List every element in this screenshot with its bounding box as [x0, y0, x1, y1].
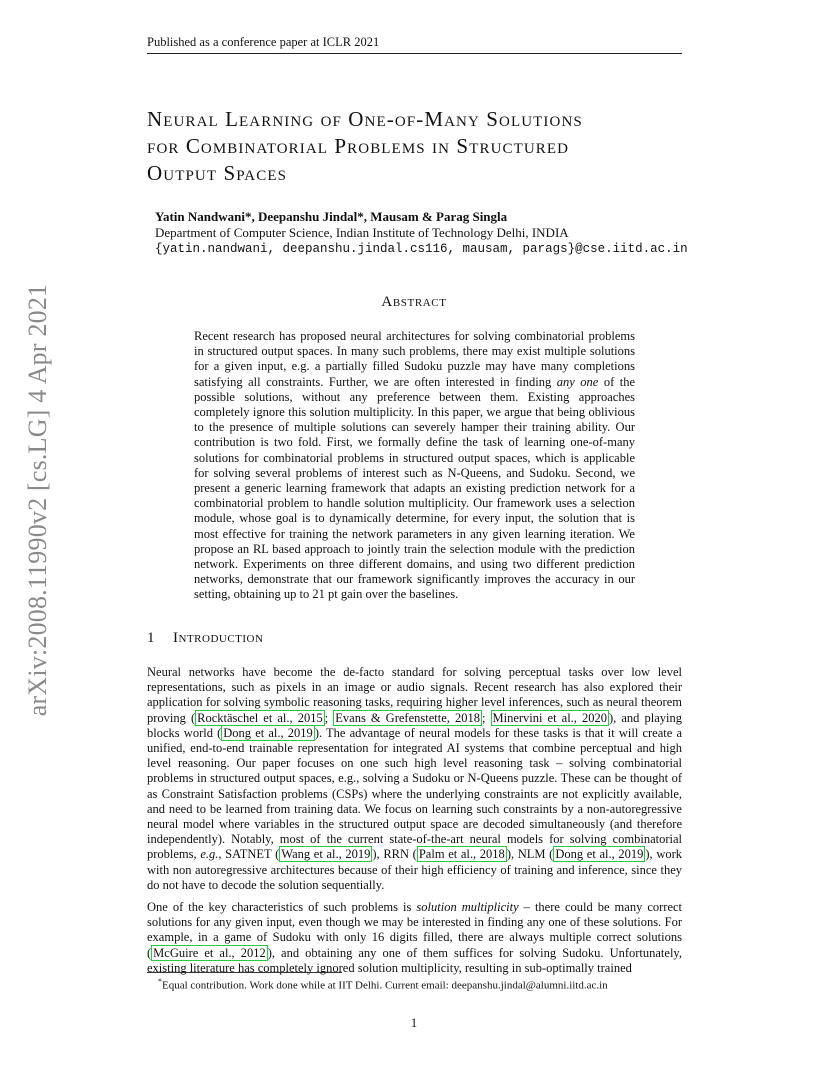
- emphasis: any one: [556, 374, 599, 389]
- citation-link[interactable]: Palm et al., 2018: [418, 847, 505, 862]
- abstract-heading: Abstract: [381, 294, 447, 310]
- abstract: [194, 329, 635, 603]
- arxiv-stamp-text: arXiv:2008.11990v2 [cs.LG] 4 Apr 2021: [23, 283, 52, 717]
- intro-paragraph-1: Neural networks have become the de-facto standard for solving perceptual tasks over low level representations, such as pixels in an image or audio signals. Recent research has also explored their application for solving symbolic reasoning tasks, requiring higher level inferences, such as neural theorem proving ( Rocktäschel et al., 2015 ; Evans & Grefenstette, 2018 ; Minervini et al., 2020 ), and playing blocks world ( Dong et al., 2019 ). The advantage of neural models for these tasks is that it will create a unified, end-to-end trainable representation for integrated AI systems that combine perceptual and high level reasoning. Our paper focuses on one such high level reasoning task – solving combinatorial problems in structured output spaces, e.g., solving a Sudoku or N-Queens puzzle. These can be thought of as Constraint Satisfaction problems (CSPs) where the underlying constraints are not explicitly available, and need to be learned from training data. We focus on learning such constraints by a non-autoregressive neural model where variables in the structured output space are decoded simultaneously (and therefore independently). Notably, most of the current state-of-the-art neural models for solving combinatorial problems, e.g., SATNET ( Wang et al., 2019 ), RRN ( Palm et al., 2018 ), NLM ( Dong et al., 2019 ), work with non autoregressive architectures because of their high efficiency of training and inference, since they do not have to decode the solution sequentially.: [147, 665, 683, 892]
- introduction-body: [147, 665, 682, 983]
- section-title: Introduction: [173, 630, 264, 646]
- author-list: Yatin Nandwani*, Deepanshu Jindal*, Mausam & Parag Singla: [155, 209, 508, 224]
- emphasis: e.g.: [200, 847, 219, 862]
- abstract-paragraph: Recent research has proposed neural architectures for solving combinatorial problems in structured output spaces. In many such problems, there may exist multiple solutions for a given input, e.g. a partially filled Sudoku puzzle may have many completions satisfying all constraints. Further, we are often interested in finding any one of the possible solutions, without any preference between them. Existing approaches completely ignore this solution multiplicity. In this paper, we argue that being oblivious to the presence of multiple solutions can severely hamper their training ability. Our contribution is two fold. First, we formally define the task of learning one-of-many solutions for combinatorial problems in structured output spaces, which is applicable for solving several problems of interest such as N-Queens, and Sudoku. Second, we present a generic learning framework that adapts an existing prediction network for a combinatorial problem to handle solution multiplicity. Our framework uses a selection module, whose goal is to dynamically determine, for every input, the solution that is most effective for training the network parameters in any given learning iteration. We propose an RL based approach to jointly train the selection module with the prediction network. Experiments on three different domains, and using two different prediction networks, demonstrate that our framework significantly improves the accuracy in our setting, obtaining up to 21 pt gain over the baselines.: [194, 329, 635, 602]
- affiliation: Department of Computer Science, Indian Institute of Technology Delhi, INDIA: [155, 225, 569, 240]
- citation-link[interactable]: Dong et al., 2019: [555, 847, 644, 862]
- footnote-mark: *: [158, 977, 162, 986]
- footnote: [158, 977, 608, 992]
- intro-paragraph-2: One of the key characteristics of such problems is solution multiplicity – there could be many correct solutions for any given input, even though we may be interested in finding any one of these solutions. For example, in a game of Sudoku with only 16 digits filled, there are always multiple correct solutions ( McGuire et al., 2012 ), and obtaining any one of them suffices for solving Sudoku. Unfortunately, existing literature has completely ignored solution multiplicity, resulting in sub-optimally trained: [147, 900, 683, 975]
- footnote-rule: [147, 972, 342, 973]
- citation-link[interactable]: Rocktäschel et al., 2015: [197, 710, 323, 725]
- citation-link[interactable]: Wang et al., 2019: [281, 847, 371, 862]
- title-line-2: for Combinatorial Problems in Structured: [147, 134, 570, 158]
- citation-link[interactable]: Dong et al., 2019: [223, 725, 313, 740]
- header-rule: [147, 53, 682, 54]
- citation-link[interactable]: Evans & Grefenstette, 2018: [335, 710, 480, 725]
- citation-link[interactable]: McGuire et al., 2012: [153, 945, 266, 960]
- section-number: 1: [147, 630, 155, 646]
- emphasis: solution multiplicity: [416, 900, 519, 915]
- citation-link[interactable]: Minervini et al., 2020: [492, 710, 607, 725]
- section-heading-introduction: [147, 630, 263, 647]
- author-emails: {yatin.nandwani, deepanshu.jindal.cs116, mausam, parags}@cse.iitd.ac.in: [155, 242, 688, 256]
- running-header: Published as a conference paper at ICLR 2021: [147, 35, 380, 49]
- page-number: 1: [410, 1016, 418, 1030]
- title-line-1: Neural Learning of One-of-Many Solutions: [147, 107, 583, 131]
- title-line-3: Output Spaces: [147, 161, 288, 185]
- footnote-text: Equal contribution. Work done while at IIT Delhi. Current email: deepanshu.jindal@alumni.iitd.ac.in: [162, 979, 608, 992]
- paper-title: [147, 106, 687, 187]
